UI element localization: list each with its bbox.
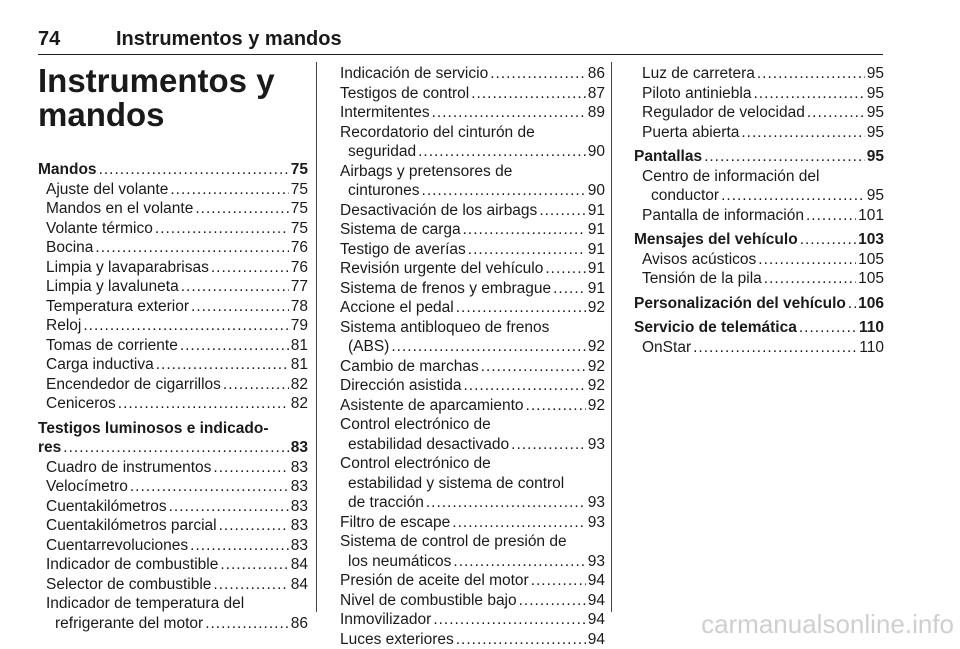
toc-entry-page: 83 (291, 516, 308, 536)
toc-entry-page: 92 (588, 337, 605, 357)
toc-entry-page: 86 (588, 64, 605, 84)
toc-entry-page: 83 (291, 438, 308, 458)
toc-entry-page: 91 (588, 220, 605, 240)
toc-dot-leader (190, 536, 289, 556)
toc-entry[interactable] (38, 614, 308, 634)
toc-entry-title: Accione el pedal (340, 298, 454, 318)
toc-entry[interactable] (634, 269, 884, 289)
toc-section[interactable] (634, 294, 884, 314)
toc-dot-leader (848, 294, 856, 314)
toc-dot-leader (468, 240, 586, 260)
toc-entry-title: Nivel de combustible bajo (340, 591, 517, 611)
toc-entry-page: 81 (291, 355, 308, 375)
toc-entry-title: Testigo de averías (340, 240, 466, 260)
toc-entry[interactable] (340, 357, 605, 377)
toc-entry-page: 93 (588, 435, 605, 455)
toc-entry-title: Mensajes del vehículo (634, 230, 798, 250)
toc-entry-title: Dirección asistida (340, 376, 461, 396)
toc-entry-page: 84 (291, 555, 308, 575)
toc-entry-title: Revisión urgente del vehículo (340, 259, 543, 279)
toc-entry-title: los neumáticos (348, 552, 451, 572)
toc-entry-page: 94 (588, 630, 605, 649)
toc-entry[interactable] (340, 84, 605, 104)
toc-entry-page: 90 (588, 181, 605, 201)
toc-entry-page: 83 (291, 497, 308, 517)
toc-entry[interactable] (340, 571, 605, 591)
toc-entry-page: 75 (291, 180, 308, 200)
toc-entry-title: Pantallas (634, 147, 702, 167)
toc-entry[interactable] (340, 552, 605, 572)
toc-entry-title: Cuentakilómetros (46, 497, 167, 517)
toc-entry[interactable] (340, 103, 605, 123)
toc-column-3 (634, 64, 884, 357)
toc-entry-page: 110 (859, 338, 884, 358)
toc-entry-page: 92 (588, 298, 605, 318)
toc-dot-leader (181, 277, 289, 297)
toc-entry[interactable] (340, 376, 605, 396)
toc-entry-title: Servicio de telemática (634, 318, 797, 338)
toc-dot-leader (180, 336, 289, 356)
toc-dot-leader (195, 199, 288, 219)
toc-entry-title: refrigerante del motor (55, 614, 203, 634)
toc-dot-leader (211, 258, 289, 278)
toc-dot-leader (205, 614, 289, 634)
toc-entry[interactable] (38, 477, 308, 497)
toc-entry-page: 78 (291, 297, 308, 317)
toc-dot-leader (490, 64, 586, 84)
toc-entry-page: 105 (858, 250, 884, 270)
toc-entry-page: 83 (291, 458, 308, 478)
toc-entry-title: Puerta abierta (642, 123, 739, 143)
toc-entry-title-line: Testigos luminosos e indicado- (38, 419, 308, 439)
toc-entry-page: 93 (588, 493, 605, 513)
toc-entry-page: 95 (867, 186, 884, 206)
toc-entry-title: Luces exteriores (340, 630, 454, 649)
toc-entry-title-line: Indicador de temperatura del (38, 594, 308, 614)
toc-dot-leader (99, 160, 289, 180)
toc-entry-title: (ABS) (348, 337, 389, 357)
column-divider (611, 62, 612, 612)
toc-entry-title: Limpia y lavaluneta (46, 277, 179, 297)
toc-entry[interactable] (38, 458, 308, 478)
toc-entry[interactable] (38, 297, 308, 317)
toc-entry-title: Temperatura exterior (46, 297, 189, 317)
toc-dot-leader (219, 516, 289, 536)
toc-dot-leader (531, 571, 586, 591)
toc-dot-leader (764, 269, 856, 289)
toc-entry-title: Presión de aceite del motor (340, 571, 529, 591)
toc-entry-page: 92 (588, 376, 605, 396)
toc-dot-leader (169, 497, 289, 517)
toc-entry-page: 75 (291, 219, 308, 239)
toc-dot-leader (63, 438, 288, 458)
toc-entry-title: Ajuste del volante (46, 180, 168, 200)
toc-section[interactable] (634, 318, 884, 338)
toc-entry-page: 76 (291, 238, 308, 258)
toc-entry-title-line: Control electrónico de (340, 454, 605, 474)
toc-entry-page: 94 (588, 571, 605, 591)
toc-dot-leader (704, 147, 865, 167)
toc-dot-leader (452, 513, 585, 533)
toc-entry-title: Cambio de marchas (340, 357, 479, 377)
toc-entry[interactable] (340, 259, 605, 279)
toc-entry-page: 106 (858, 294, 884, 314)
chapter-title: Instrumentos y mandos (38, 64, 308, 132)
toc-dot-leader (213, 458, 288, 478)
toc-entry-title-line: Recordatorio del cinturón de (340, 123, 605, 143)
toc-dot-leader (155, 219, 289, 239)
toc-entry[interactable] (340, 142, 605, 162)
toc-entry-page: 91 (588, 201, 605, 221)
toc-dot-leader (753, 84, 864, 104)
toc-entry-page: 90 (588, 142, 605, 162)
toc-entry-title: Mandos en el volante (46, 199, 193, 219)
toc-entry[interactable] (340, 240, 605, 260)
toc-dot-leader (95, 238, 288, 258)
toc-entry-title-line: estabilidad y sistema de control (340, 474, 605, 494)
toc-entry-title: Tensión de la pila (642, 269, 762, 289)
toc-section[interactable] (634, 147, 884, 167)
toc-entry-page: 89 (588, 103, 605, 123)
toc-entry[interactable] (340, 591, 605, 611)
toc-entry[interactable] (38, 516, 308, 536)
toc-entry-page: 105 (858, 269, 884, 289)
toc-dot-leader (220, 555, 288, 575)
toc-entry-title: res (38, 438, 61, 458)
toc-dot-leader (191, 297, 289, 317)
toc-dot-leader (806, 206, 856, 226)
toc-entry-page: 91 (588, 279, 605, 299)
toc-entry-page: 87 (588, 84, 605, 104)
toc-entry[interactable] (38, 199, 308, 219)
toc-section[interactable] (38, 160, 308, 180)
toc-entry[interactable] (340, 64, 605, 84)
toc-entry[interactable] (340, 279, 605, 299)
toc-entry-title: Bocina (46, 238, 93, 258)
toc-entry[interactable] (38, 336, 308, 356)
toc-entry-title: Avisos acústicos (642, 250, 756, 270)
toc-entry[interactable] (634, 338, 884, 358)
toc-entry[interactable] (340, 201, 605, 221)
toc-entry[interactable] (634, 84, 884, 104)
toc-entry-page: 103 (858, 230, 884, 250)
toc-entry-page: 93 (588, 513, 605, 533)
toc-entry-page: 77 (291, 277, 308, 297)
toc-entry[interactable] (38, 316, 308, 336)
toc-entry-title: Limpia y lavaparabrisas (46, 258, 209, 278)
toc-dot-leader (539, 201, 585, 221)
toc-entry-title: Sistema de frenos y embrague (340, 279, 551, 299)
toc-entry[interactable] (38, 536, 308, 556)
toc-entry-title: Volante térmico (46, 219, 153, 239)
column-divider (316, 62, 317, 612)
toc-entry[interactable] (340, 610, 605, 630)
toc-entry-page: 81 (291, 336, 308, 356)
toc-entry-title-line: Control electrónico de (340, 415, 605, 435)
page-number: 74 (38, 28, 60, 51)
toc-entry-title: Intermitentes (340, 103, 430, 123)
toc-entry-page: 82 (291, 394, 308, 414)
toc-entry-title: Piloto antiniebla (642, 84, 751, 104)
toc-dot-leader (758, 250, 856, 270)
toc-dot-leader (418, 142, 586, 162)
toc-entry[interactable] (38, 238, 308, 258)
toc-entry-title-line: Airbags y pretensores de (340, 162, 605, 182)
toc-entry-page: 95 (867, 64, 884, 84)
toc-entry-page: 94 (588, 610, 605, 630)
toc-entry[interactable] (634, 123, 884, 143)
toc-entry-title: Pantalla de información (642, 206, 804, 226)
toc-dot-leader (519, 591, 586, 611)
toc-entry-title: Tomas de corriente (46, 336, 178, 356)
toc-entry-page: 91 (588, 259, 605, 279)
running-title: Instrumentos y mandos (116, 28, 342, 51)
toc-entry[interactable] (38, 258, 308, 278)
toc-entry[interactable] (340, 513, 605, 533)
toc-dot-leader (118, 394, 289, 414)
toc-entry-page: 93 (588, 552, 605, 572)
toc-entry-title: cinturones (348, 181, 420, 201)
toc-section[interactable] (634, 230, 884, 250)
toc-dot-leader (526, 396, 586, 416)
toc-entry[interactable] (340, 337, 605, 357)
toc-dot-leader (741, 123, 864, 143)
toc-column-1 (38, 64, 308, 633)
toc-entry[interactable] (634, 103, 884, 123)
toc-entry[interactable] (38, 355, 308, 375)
toc-section[interactable] (38, 419, 308, 458)
toc-entry-page: 92 (588, 396, 605, 416)
toc-entry-title: Indicador de combustible (46, 555, 218, 575)
toc-entry-title: Mandos (38, 160, 97, 180)
toc-entry-title: seguridad (348, 142, 416, 162)
toc-entry[interactable] (38, 438, 308, 458)
toc-entry-title: Personalización del vehículo (634, 294, 846, 314)
toc-dot-leader (799, 318, 857, 338)
toc-entry-page: 95 (867, 123, 884, 143)
toc-entry[interactable] (634, 64, 884, 84)
toc-dot-leader (170, 180, 288, 200)
toc-entry-title: OnStar (642, 338, 691, 358)
toc-entry-page: 110 (859, 318, 884, 338)
toc-entry[interactable] (634, 186, 884, 206)
toc-entry-page: 75 (291, 160, 308, 180)
page-header (38, 28, 883, 55)
toc-dot-leader (391, 337, 585, 357)
toc-entry-title: Testigos de control (340, 84, 469, 104)
watermark: carmanualsonline.info (701, 609, 954, 640)
toc-entry-page: 92 (588, 357, 605, 377)
toc-entry[interactable] (340, 435, 605, 455)
toc-entry[interactable] (340, 181, 605, 201)
toc-entry-title: Cuentarrevoluciones (46, 536, 188, 556)
toc-dot-leader (456, 630, 586, 649)
toc-dot-leader (453, 552, 585, 572)
toc-entry[interactable] (634, 250, 884, 270)
toc-entry-page: 83 (291, 536, 308, 556)
toc-entry[interactable] (38, 277, 308, 297)
toc-entry-title: conductor (651, 186, 719, 206)
toc-entry[interactable] (340, 298, 605, 318)
toc-entry-page: 95 (867, 84, 884, 104)
toc-entry-title: Reloj (46, 316, 81, 336)
toc-entry-title: Ceniceros (46, 394, 116, 414)
toc-dot-leader (223, 375, 289, 395)
toc-entry-page: 95 (867, 147, 884, 167)
toc-entry-title: Indicación de servicio (340, 64, 488, 84)
toc-entry-page: 79 (291, 316, 308, 336)
toc-entry-title-line: Sistema antibloqueo de frenos (340, 318, 605, 338)
toc-dot-leader (693, 338, 857, 358)
toc-entry-page: 91 (588, 240, 605, 260)
toc-entry-title: Velocímetro (46, 477, 128, 497)
toc-entry-title: Inmovilizador (340, 610, 431, 630)
toc-entry-title: Encendedor de cigarrillos (46, 375, 221, 395)
toc-entry[interactable] (38, 394, 308, 414)
toc-column-2 (340, 64, 605, 649)
toc-dot-leader (426, 493, 586, 513)
toc-dot-leader (433, 610, 585, 630)
toc-entry-page: 84 (291, 575, 308, 595)
toc-entry-title: Filtro de escape (340, 513, 450, 533)
toc-entry-page: 82 (291, 375, 308, 395)
toc-entry-title: Asistente de aparcamiento (340, 396, 524, 416)
toc-dot-leader (456, 298, 586, 318)
toc-dot-leader (511, 435, 586, 455)
toc-entry[interactable] (340, 220, 605, 240)
toc-entry-title: estabilidad desactivado (348, 435, 509, 455)
toc-entry-page: 94 (588, 591, 605, 611)
toc-entry-title: Carga inductiva (46, 355, 154, 375)
toc-dot-leader (807, 103, 865, 123)
toc-entry-page: 101 (858, 206, 884, 226)
toc-entry[interactable] (38, 375, 308, 395)
toc-entry[interactable] (340, 396, 605, 416)
toc-entry-title: Selector de combustible (46, 575, 211, 595)
toc-dot-leader (156, 355, 289, 375)
toc-entry-page: 83 (291, 477, 308, 497)
toc-dot-leader (481, 357, 586, 377)
toc-entry[interactable] (340, 630, 605, 649)
toc-entry-page: 76 (291, 258, 308, 278)
toc-entry[interactable] (38, 575, 308, 595)
toc-entry-title: Cuentakilómetros parcial (46, 516, 217, 536)
toc-dot-leader (463, 376, 585, 396)
toc-entry[interactable] (340, 493, 605, 513)
toc-dot-leader (422, 181, 586, 201)
toc-entry-title: Cuadro de instrumentos (46, 458, 211, 478)
toc-entry[interactable] (38, 180, 308, 200)
toc-entry-title: Regulador de velocidad (642, 103, 805, 123)
toc-entry[interactable] (38, 219, 308, 239)
toc-dot-leader (83, 316, 288, 336)
toc-entry-title: Desactivación de los airbags (340, 201, 537, 221)
toc-dot-leader (553, 279, 586, 299)
toc-entry-page: 86 (291, 614, 308, 634)
toc-entry[interactable] (38, 555, 308, 575)
toc-dot-leader (757, 64, 865, 84)
toc-dot-leader (463, 220, 586, 240)
toc-entry-title: de tracción (348, 493, 424, 513)
toc-dot-leader (471, 84, 586, 104)
toc-entry-page: 95 (867, 103, 884, 123)
toc-dot-leader (721, 186, 865, 206)
toc-entry[interactable] (38, 497, 308, 517)
toc-entry-title: Sistema de carga (340, 220, 461, 240)
toc-entry-title: Luz de carretera (642, 64, 755, 84)
toc-dot-leader (130, 477, 289, 497)
toc-dot-leader (800, 230, 856, 250)
toc-entry-title-line: Sistema de control de presión de (340, 532, 605, 552)
toc-dot-leader (432, 103, 586, 123)
toc-dot-leader (545, 259, 585, 279)
toc-entry[interactable] (634, 206, 884, 226)
toc-dot-leader (213, 575, 288, 595)
toc-entry-title-line: Centro de información del (634, 167, 884, 187)
toc-entry-page: 75 (291, 199, 308, 219)
